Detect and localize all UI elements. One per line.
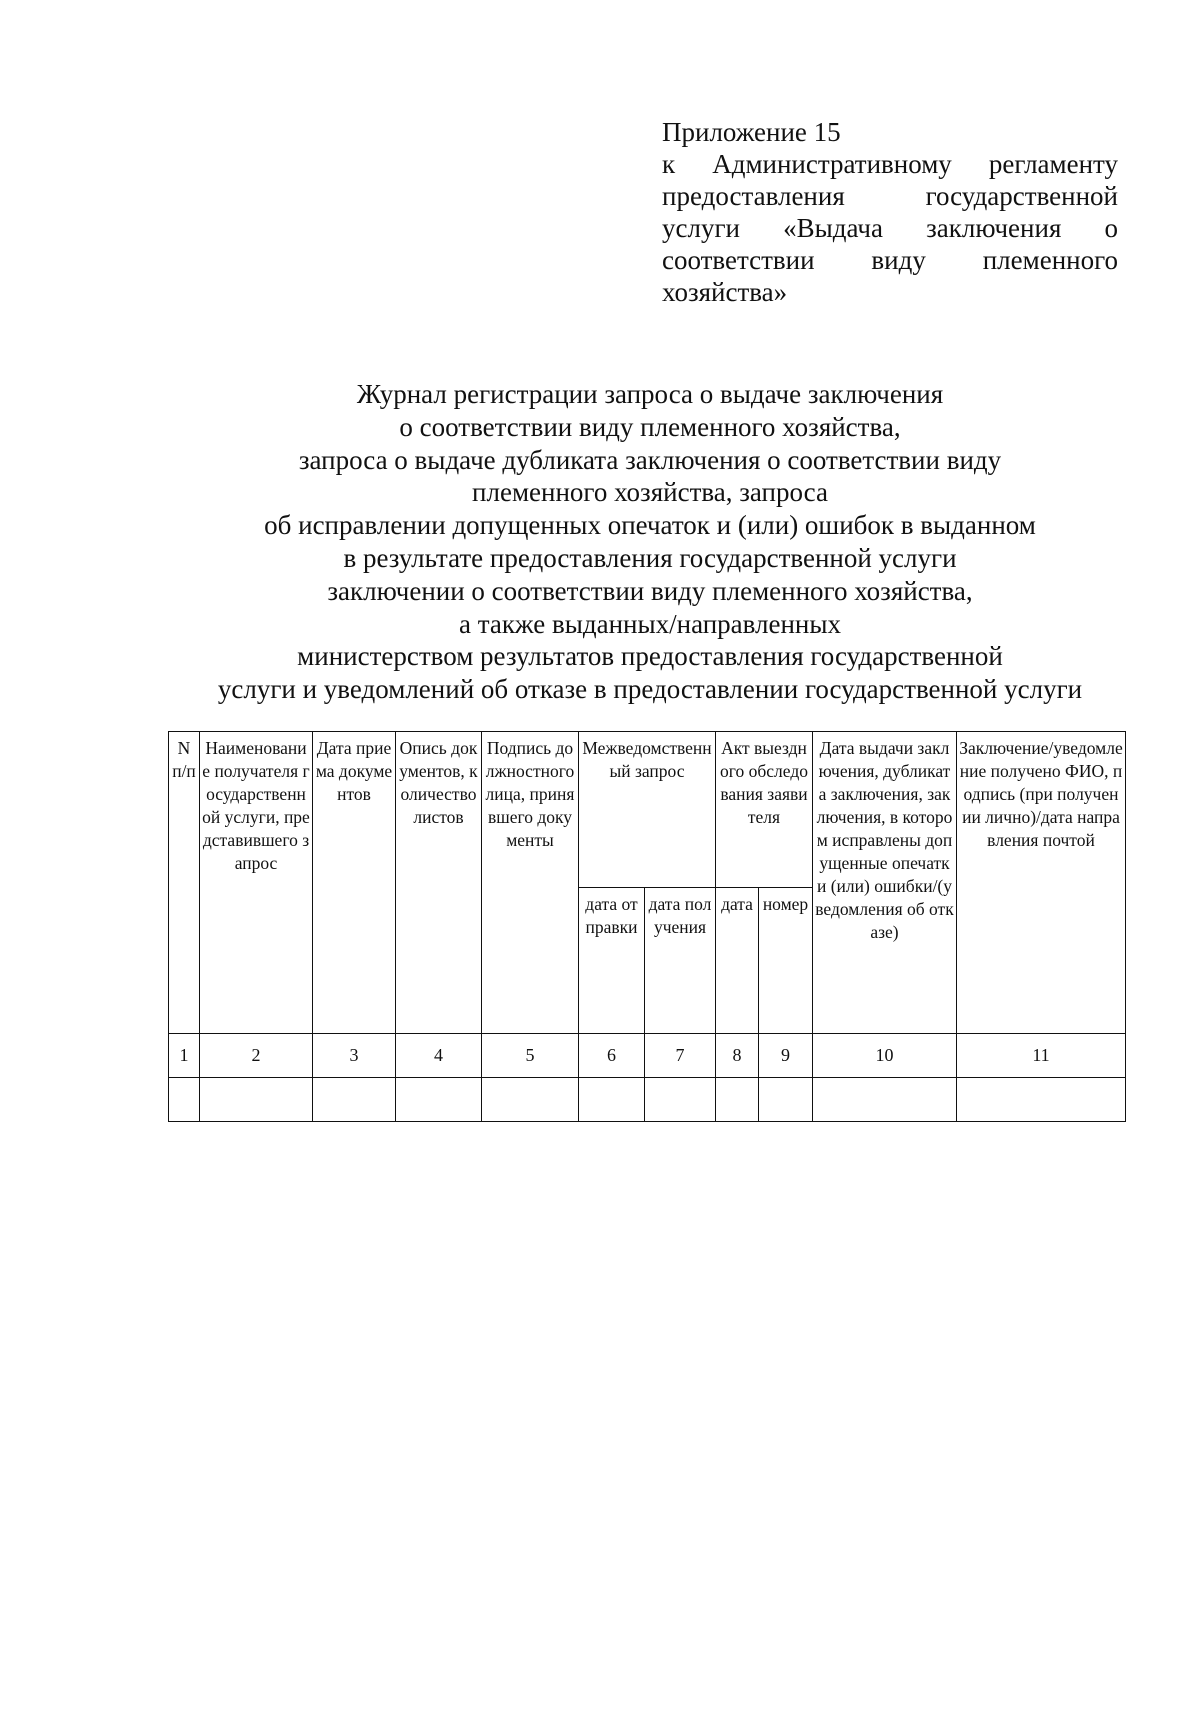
journal-title-line: о соответствии виду племенного хозяйства,: [399, 411, 901, 442]
journal-title-line: об исправлении допущенных опечаток и (или) ошибок в выданном: [264, 510, 1036, 541]
table-cell: [957, 1078, 1126, 1122]
column-number: 2: [200, 1034, 313, 1078]
appendix-reference: к Административному регламенту предоставления государственной услуги «Выдача заключения о соответствии виду племенного хозяйства»: [662, 149, 1118, 307]
journal-title-line: в результате предоставления государственной услуги: [343, 542, 957, 573]
header-interagency-request: Межведомственный запрос: [579, 732, 716, 888]
column-number: 8: [716, 1034, 759, 1078]
header-recipient-name: Наименование получателя государственной услуги, представившего запрос: [200, 732, 313, 1034]
table-cell: [396, 1078, 482, 1122]
column-number: 7: [645, 1034, 716, 1078]
journal-title-line: заключении о соответствии виду племенного хозяйства,: [327, 575, 973, 606]
header-inspection-act: Акт выездного обследования заявителя: [716, 732, 813, 888]
header-receipt-date: Дата приема документов: [313, 732, 396, 1034]
column-number: 1: [169, 1034, 200, 1078]
subheader-sent-date: дата отправки: [579, 888, 645, 1034]
subheader-act-number: номер: [759, 888, 813, 1034]
column-number-row: [169, 1034, 1126, 1078]
journal-title-line: а также выданных/направленных: [458, 608, 842, 639]
header-official-signature: Подпись должностного лица, принявшего документы: [482, 732, 579, 1034]
table-header-row: [169, 732, 1126, 888]
table-cell: [579, 1078, 645, 1122]
table-row: [169, 1078, 1126, 1122]
table-cell: [759, 1078, 813, 1122]
header-row-number: N п/п: [169, 732, 200, 1034]
table-cell: [813, 1078, 957, 1122]
column-number: 6: [579, 1034, 645, 1078]
header-issue-date: Дата выдачи заключения, дубликата заключения, заключения, в котором исправлены допущенные опечатки (или) ошибки/(уведомления об отказе): [813, 732, 957, 1034]
table-cell: [200, 1078, 313, 1122]
journal-title-line: услуги и уведомлений об отказе в предоставлении государственной услуги: [217, 674, 1083, 705]
journal-title-line: Журнал регистрации запроса о выдаче заключения: [356, 379, 944, 409]
table-cell: [716, 1078, 759, 1122]
table-cell: [482, 1078, 579, 1122]
table-cell: [645, 1078, 716, 1122]
table-cell: [313, 1078, 396, 1122]
journal-title-line: министерством результатов предоставления государственной: [297, 641, 1003, 672]
registration-journal-table: [168, 731, 1126, 1122]
journal-title: [150, 378, 1150, 706]
column-number: 9: [759, 1034, 813, 1078]
header-received-by: Заключение/уведомление получено ФИО, подпись (при получении лично)/дата направления почтой: [957, 732, 1126, 1034]
column-number: 3: [313, 1034, 396, 1078]
column-number: 4: [396, 1034, 482, 1078]
appendix-title: Приложение 15: [662, 117, 841, 147]
appendix-header: [662, 116, 1118, 308]
journal-title-line: племенного хозяйства, запроса: [472, 477, 828, 508]
header-document-inventory: Опись документов, количество листов: [396, 732, 482, 1034]
journal-title-line: запроса о выдаче дубликата заключения о соответствии виду: [298, 444, 1002, 475]
column-number: 10: [813, 1034, 957, 1078]
subheader-received-date: дата получения: [645, 888, 716, 1034]
column-number: 11: [957, 1034, 1126, 1078]
column-number: 5: [482, 1034, 579, 1078]
table-cell: [169, 1078, 200, 1122]
subheader-act-date: дата: [716, 888, 759, 1034]
